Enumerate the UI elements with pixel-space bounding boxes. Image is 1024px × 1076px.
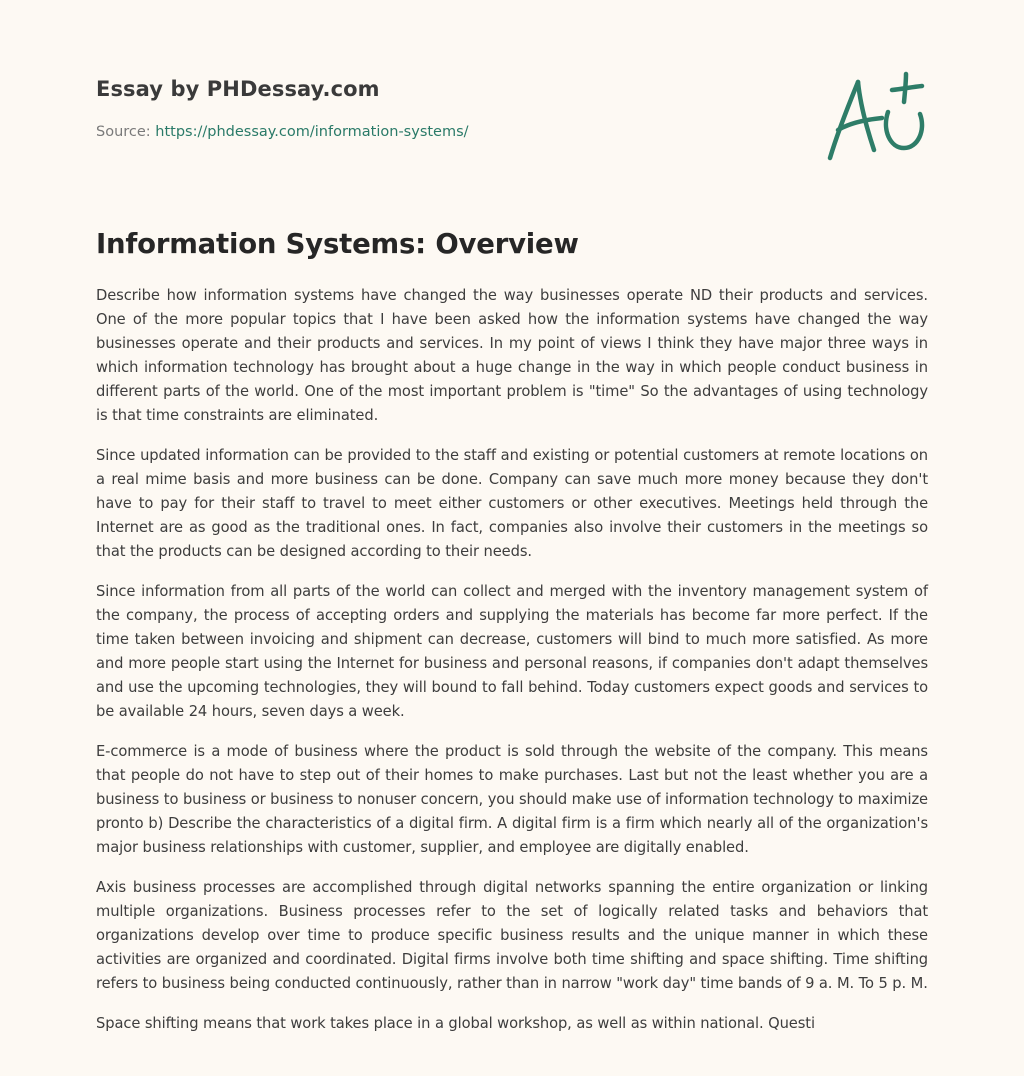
- article-paragraph: E-commerce is a mode of business where the product is sold through the website of the company. This means that people do not have to step out of their homes to make purchases. Last but not the least whether you are a business to business or business to nonuser concern, you should make use of information technology to maximize pronto b) Describe the characteristics of a digital firm. A digital firm is a firm which nearly all of the organization's major business relationships with customer, supplier, and employee are digitally enabled.: [96, 743, 928, 856]
- article-paragraph: Describe how information systems have changed the way businesses operate ND their products and services. One of the more popular topics that I have been asked how the information systems have changed the way businesses operate and their products and services. In my point of views I think they have major three ways in which information technology has brought about a huge change in the way in which people conduct business in different parts of the world. One of the most important problem is "time" So the advantages of using technology is that time constraints are eliminated.: [96, 287, 928, 424]
- source-line: [96, 124, 469, 140]
- article-paragraph: Space shifting means that work takes place in a global workshop, as well as within national. Questi: [96, 1015, 815, 1032]
- source-link[interactable]: https://phdessay.com/information-systems/: [155, 124, 469, 140]
- source-label: Source:: [96, 124, 156, 140]
- article-title: Information Systems: Overview: [96, 228, 579, 260]
- site-brand: Essay by PHDessay.com: [96, 77, 380, 101]
- a-plus-grade-icon: [820, 68, 932, 168]
- article-body: [96, 284, 928, 1052]
- article-paragraph: Since information from all parts of the world can collect and merged with the inventory management system of the company, the process of accepting orders and supplying the materials has become far more perfect. If the time taken between invoicing and shipment can decrease, customers will bind to much more satisfied. As more and more people start using the Internet for business and personal reasons, if companies don't adapt themselves and use the upcoming technologies, they will bound to fall behind. Today customers expect goods and services to be available 24 hours, seven days a week.: [96, 583, 928, 720]
- article-paragraph: Axis business processes are accomplished through digital networks spanning the entire organization or linking multiple organizations. Business processes refer to the set of logically related tasks and behaviors that organizations develop over time to produce specific business results and the unique manner in which these activities are organized and coordinated. Digital firms involve both time shifting and space shifting. Time shifting refers to business being conducted continuously, rather than in narrow "work day" time bands of 9 a. M. To 5 p. M.: [96, 879, 928, 992]
- article-paragraph: Since updated information can be provided to the staff and existing or potential customers at remote locations on a real mime basis and more business can be done. Company can save much more money because they don't have to pay for their staff to travel to meet either customers or other executives. Meetings held through the Internet are as good as the traditional ones. In fact, companies also involve their customers in the meetings so that the products can be designed according to their needs.: [96, 447, 928, 560]
